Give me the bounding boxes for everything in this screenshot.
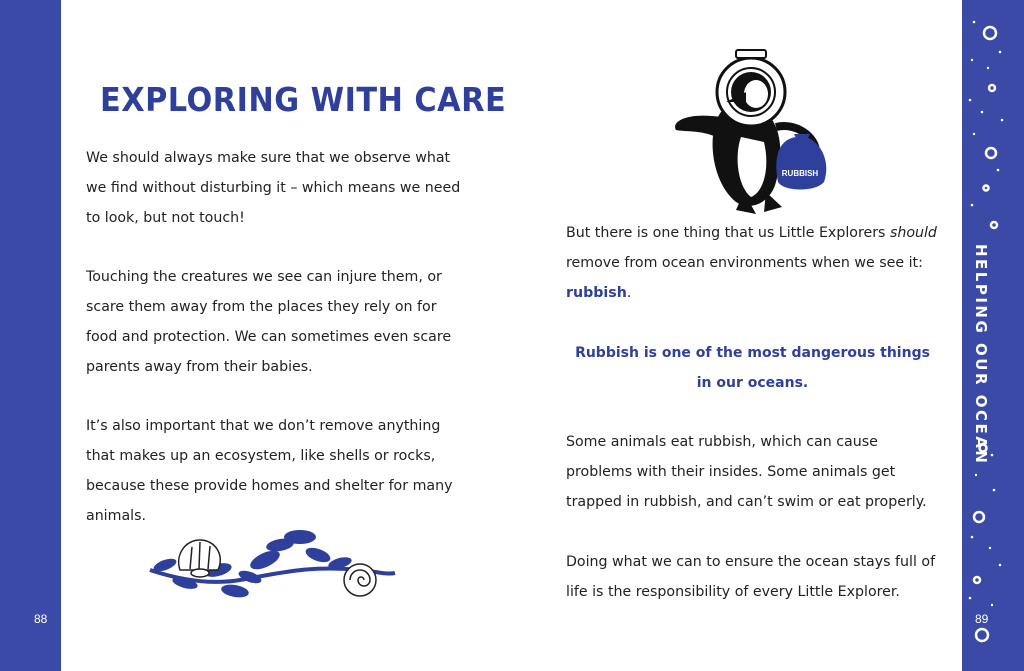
paragraph-responsibility: Doing what we can to ensure the ocean stays full of life is the responsibility of every Little Explorer. xyxy=(566,554,936,600)
intro-emphasis: rubbish xyxy=(566,285,627,301)
intro-text: But there is one thing that us Little Explorers xyxy=(566,225,890,241)
paragraph-remove: It’s also important that we don’t remove anything that makes up an ecosystem, like shells or rocks, because these provide homes and shelter for many animals. xyxy=(86,418,453,524)
page-number-left: 88 xyxy=(34,612,48,626)
intro-italic: should xyxy=(889,225,937,241)
section-title-vertical: HELPING OUR OCEAN xyxy=(972,244,990,466)
rubbish-bag-label: RUBBISH xyxy=(781,169,819,178)
seaweed-shell-icon xyxy=(140,525,400,605)
paragraph-touching: Touching the creatures we see can injure them, or scare them away from the places they rely on for food and protection. We can sometimes even scare parents away from their babies. xyxy=(86,269,452,375)
callout-statement: Rubbish is one of the most dangerous things in our oceans. xyxy=(575,345,930,391)
left-margin-band xyxy=(0,0,61,671)
intro-text-2: remove from ocean environments when we see it: xyxy=(566,255,923,271)
paragraph-observe: We should always make sure that we observe what we find without disturbing it – which means we need to look, but not touch! xyxy=(86,150,461,226)
paragraph-rubbish-intro xyxy=(566,218,946,308)
page-title: EXPLORING WITH CARE xyxy=(100,80,507,119)
paragraph-animals: Some animals eat rubbish, which can cause problems with their insides. Some animals get trapped in rubbish, and can’t swim or eat properly. xyxy=(566,434,927,510)
page-number-right: 89 xyxy=(975,612,989,626)
puffin-diver-icon xyxy=(666,42,836,222)
intro-end: . xyxy=(626,285,632,301)
